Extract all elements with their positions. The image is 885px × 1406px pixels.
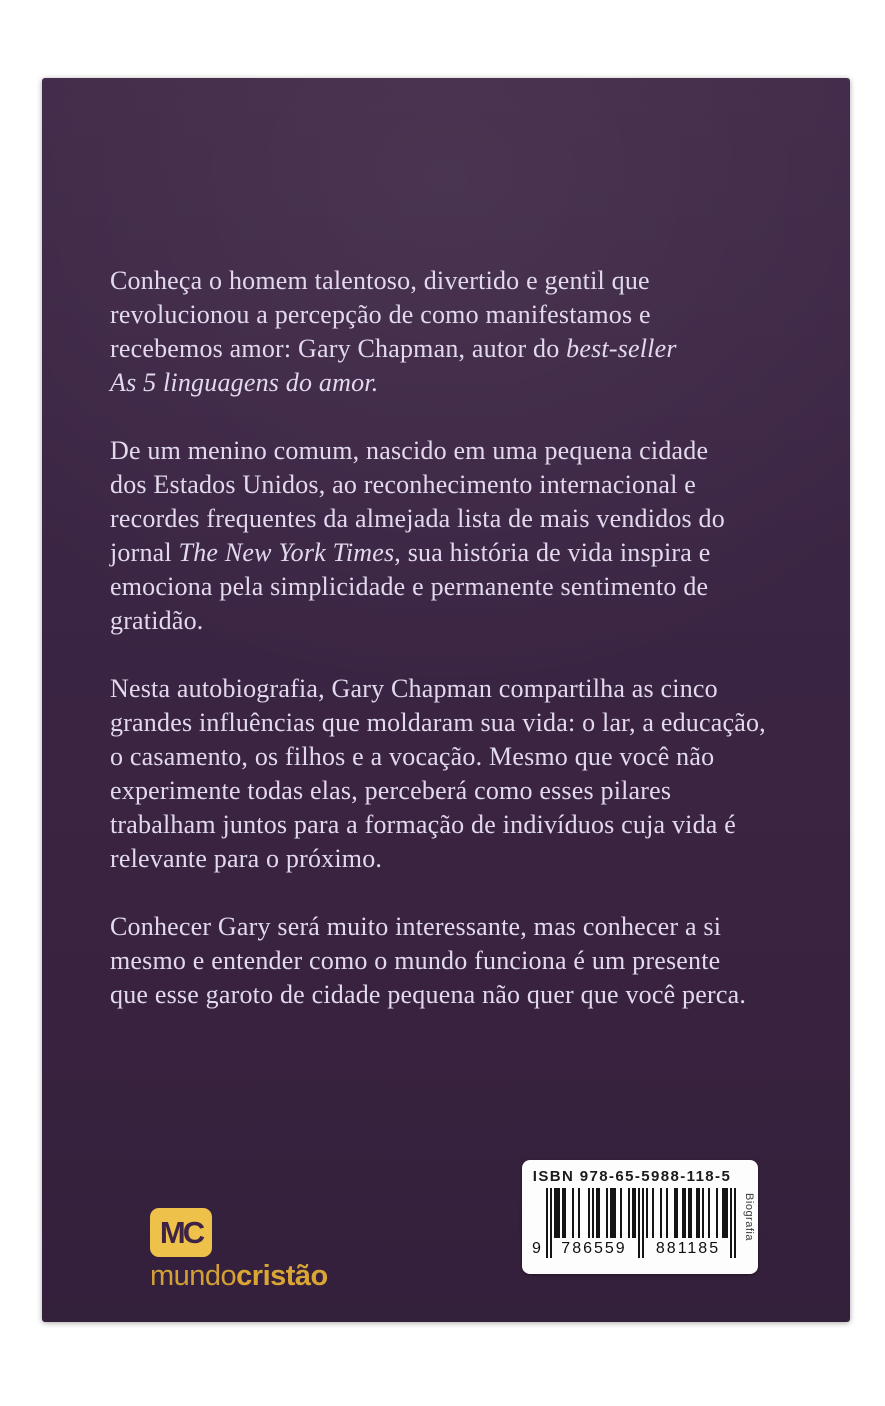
book-back-cover — [42, 78, 850, 1322]
wordmark-cristao: cristão — [236, 1260, 328, 1292]
blurb-text — [110, 264, 820, 1046]
isbn-label: ISBN 978-65-5988-118-5 — [532, 1168, 732, 1185]
ean-barcode — [532, 1188, 736, 1264]
barcode-digits-left: 786559 — [561, 1240, 627, 1257]
blurb-paragraph: Conheça o homem talentoso, divertido e gentil que revolucionou a percepção de como manifestamos e recebemos amor: Gary Chapman, autor do best-seller As 5 linguagens do amor. — [110, 266, 677, 397]
barcode-digit-lead: 9 — [532, 1240, 541, 1257]
mc-logo-monogram: MC — [159, 1214, 203, 1250]
barcode-main — [532, 1168, 732, 1264]
blurb-paragraph: Conhecer Gary será muito interessante, mas conhecer a si mesmo e entender como o mundo funciona é um presente que esse garoto de cidade pequena não quer que você perca. — [110, 912, 747, 1009]
barcode-digits-right: 881185 — [655, 1240, 721, 1257]
publisher-logo-block — [150, 1208, 328, 1291]
genre-label: Biografia — [743, 1193, 755, 1241]
mc-logo — [150, 1208, 212, 1257]
blurb-paragraph: De um menino comum, nascido em uma pequena cidade dos Estados Unidos, ao reconhecimento internacional e recordes frequentes da almejada lista de mais vendidos do jornal The New York Times, sua história de vida inspira e emociona pela simplicidade e permanente sentimento de gratidão. — [110, 436, 725, 635]
publisher-wordmark — [150, 1261, 328, 1291]
isbn-barcode-panel — [522, 1160, 758, 1274]
wordmark-mundo: mundo — [150, 1260, 237, 1292]
blurb-paragraph: Nesta autobiografia, Gary Chapman compartilha as cinco grandes influências que moldaram sua vida: o lar, a educação, o casamento, os filhos e a vocação. Mesmo que você não experimente todas elas, perceberá como esses pilares trabalham juntos para a formação de indivíduos cuja vida é relevante para o próximo. — [110, 674, 766, 873]
